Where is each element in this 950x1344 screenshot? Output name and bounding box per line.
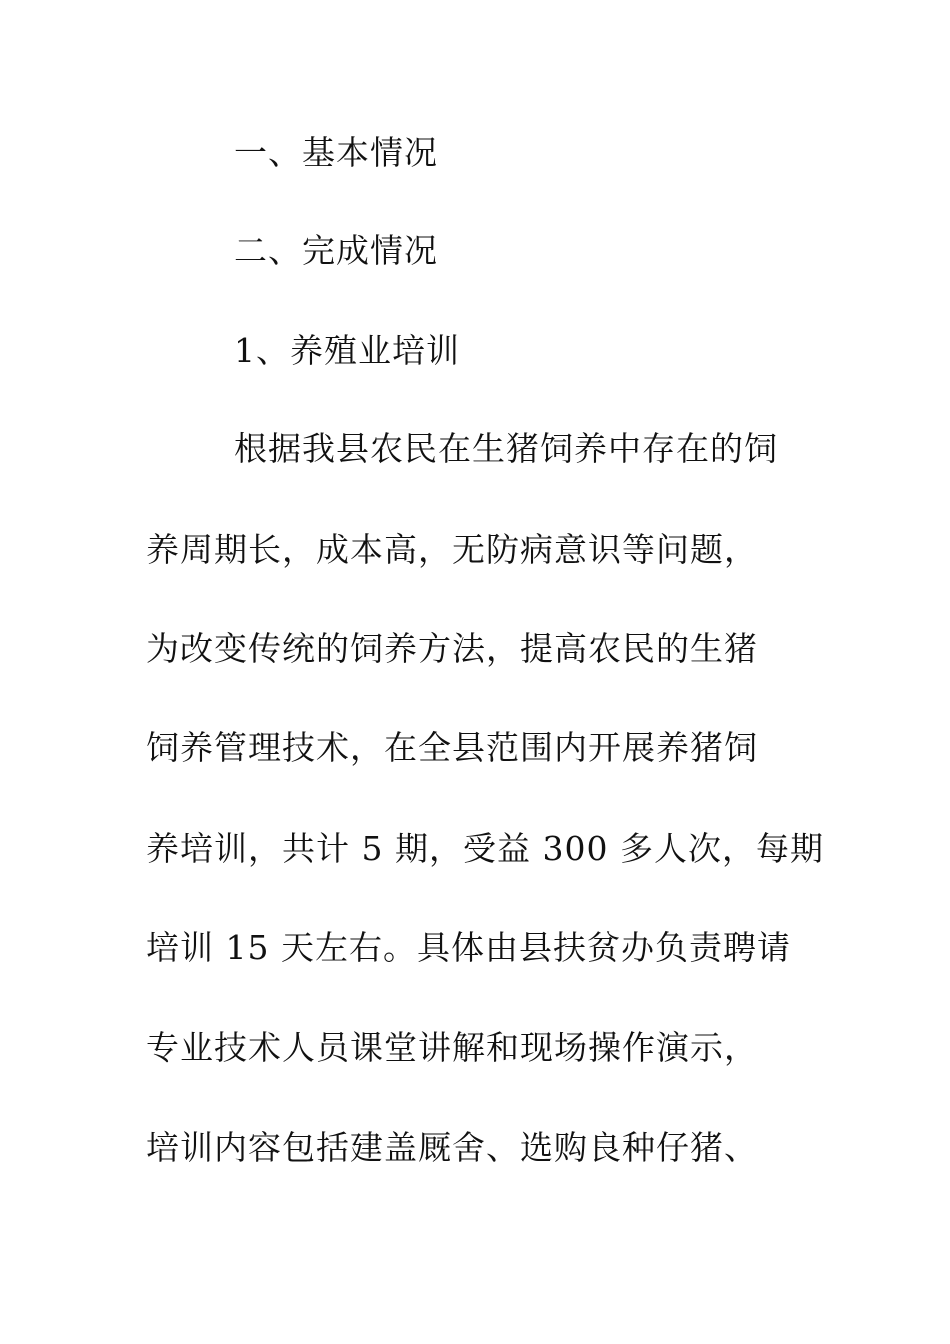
paragraph-line: 培训 15 天左右。具体由县扶贫办负责聘请 [146,928,791,967]
section-heading-completion-status: 二、完成情况 [234,231,438,270]
paragraph-line: 根据我县农民在生猪饲养中存在的饲 [234,429,778,468]
paragraph-line: 为改变传统的饲养方法，提高农民的生猪 [146,629,758,668]
paragraph-line: 培训内容包括建盖厩舍、选购良种仔猪、 [146,1128,758,1167]
paragraph-line: 养培训，共计 5 期，受益 300 多人次，每期 [146,829,824,868]
paragraph-line: 饲养管理技术，在全县范围内开展养猪饲 [146,728,758,767]
paragraph-line: 专业技术人员课堂讲解和现场操作演示， [146,1028,758,1067]
paragraph-line: 养周期长，成本高，无防病意识等问题， [146,530,758,569]
subsection-heading-breeding-training: 1、养殖业培训 [234,331,460,370]
section-heading-basic-situation: 一、基本情况 [234,133,438,172]
